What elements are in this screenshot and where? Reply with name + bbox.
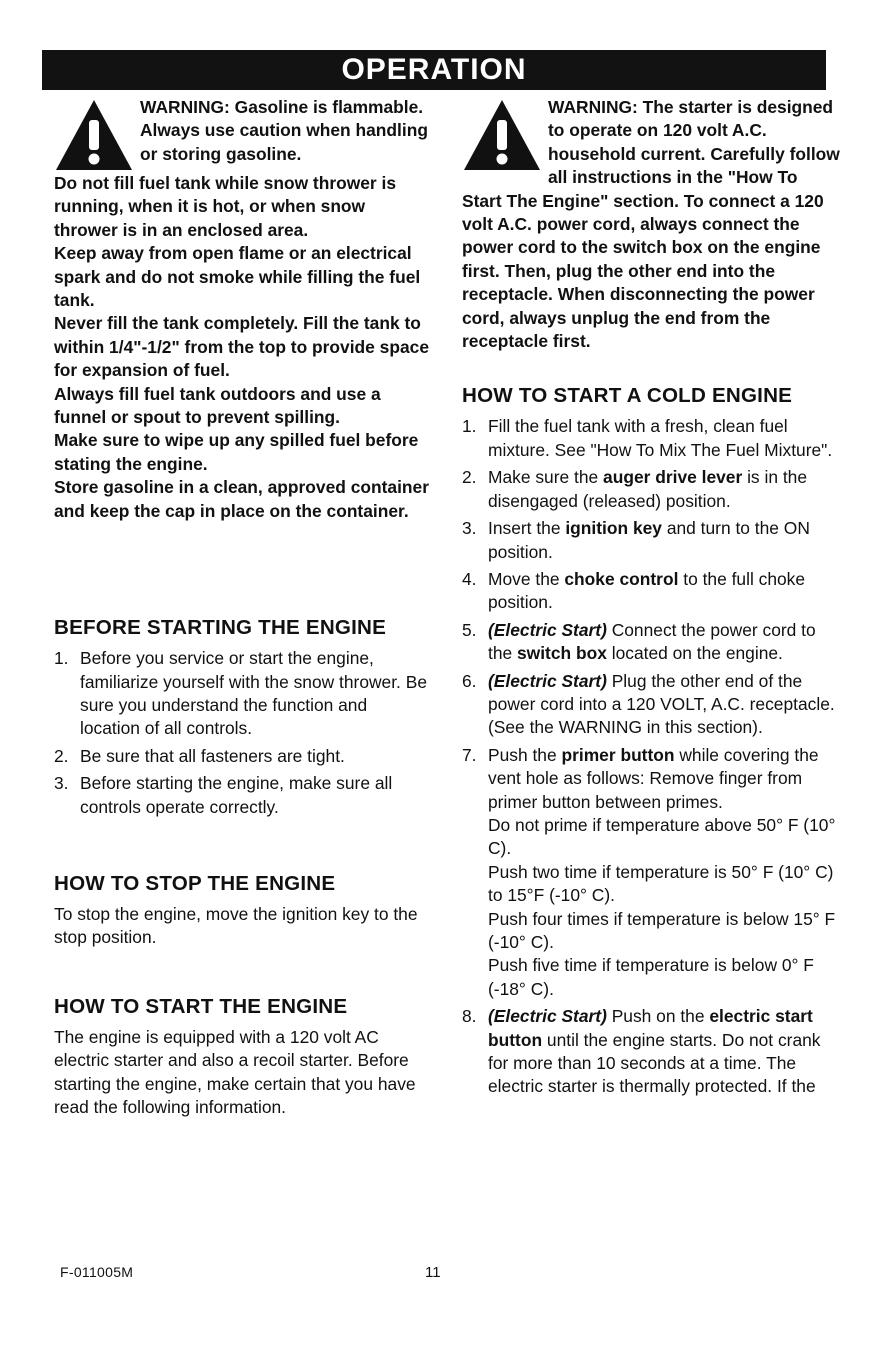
cold-engine-title: HOW TO START A COLD ENGINE: [462, 384, 793, 408]
start-engine-text: The engine is equipped with a 120 volt AC electric starter and also a recoil starter. Before starting the engine, make certain that you have read the following information.: [54, 1026, 416, 1117]
text-run: Plug the other end of the power cord into a 120 VOLT, A.C. receptacle. (See the WARNING in this section).: [488, 670, 835, 738]
item-text: Be sure that all fasteners are tight.: [80, 745, 345, 766]
text-run: to the full choke position.: [488, 568, 806, 613]
item-text: [488, 466, 840, 513]
emphasis-text: primer button: [561, 744, 675, 765]
item-number: 2.: [462, 467, 477, 488]
emphasis-text: (Electric Start): [488, 670, 607, 691]
warning-paragraph: Never fill the tank completely. Fill the tank to within 1/4"-1/2" from the top to provide space for expansion of fuel.: [54, 313, 429, 381]
list-item: [462, 619, 840, 666]
item-text: [488, 1005, 840, 1099]
list-item: [462, 568, 840, 615]
item-text: [488, 415, 840, 462]
before-starting-list: [54, 647, 430, 819]
emphasis-text: choke control: [564, 568, 679, 589]
emphasis-text: electric start button: [488, 1006, 813, 1050]
item-number: 1.: [54, 648, 69, 669]
text-run: until the engine starts. Do not crank for more than 10 seconds at a time. The electric starter is thermally protected. If the: [488, 1029, 821, 1097]
list-item: [54, 745, 430, 768]
list-item: [462, 466, 840, 513]
item-number: 7.: [462, 744, 477, 765]
primer-instruction: Push four times if temperature is below 15° F (-10° C).: [488, 908, 836, 952]
list-item: [462, 517, 840, 564]
emphasis-text: (Electric Start): [488, 619, 607, 640]
text-run: Fill the fuel tank with a fresh, clean fuel mixture. See "How To Mix The Fuel Mixture".: [488, 416, 833, 460]
stop-engine-text: To stop the engine, move the ignition key to the stop position.: [54, 903, 418, 948]
item-number: 5.: [462, 619, 477, 640]
warning-paragraph: Always fill fuel tank outdoors and use a funnel or spout to prevent spilling.: [54, 383, 381, 428]
emphasis-text: ignition key: [565, 518, 662, 539]
list-item: [54, 772, 430, 819]
list-item: [54, 647, 430, 741]
text-run: Insert the: [488, 518, 566, 539]
left-column: [54, 96, 430, 1119]
start-engine-title: HOW TO START THE ENGINE: [54, 994, 348, 1018]
list-item: [462, 744, 840, 1001]
warning-heading: WARNING: The starter is designed to operate on 120 volt A.C. household current. Carefully follow all instructions in the "How To Start The Engine" section. To connect a 120 volt A.C. power cord, always connect the power cord to the switch box on the engine first. Then, plug the other end into the receptacle. When disconnecting the power cord, always unplug the end from the receptacle first.: [462, 97, 840, 352]
gasoline-warning: [54, 96, 430, 523]
before-starting-title: BEFORE STARTING THE ENGINE: [54, 616, 387, 640]
warning-paragraph: Make sure to wipe up any spilled fuel before stating the engine.: [54, 430, 419, 474]
primer-instruction: Do not prime if temperature above 50° F (10° C).: [488, 814, 836, 859]
item-text: [488, 568, 840, 615]
list-item: [462, 415, 840, 462]
text-run: and turn to the ON position.: [488, 518, 810, 562]
text-run: Make sure the: [488, 467, 604, 488]
text-run: Push the: [488, 744, 562, 765]
item-text: [488, 619, 840, 666]
item-number: 6.: [462, 670, 477, 691]
item-text: Before you service or start the engine, familiarize yourself with the snow thrower. Be sure you understand the function and location of all controls.: [80, 648, 427, 739]
text-run: while covering the vent hole as follows: Remove finger from primer button between primes.: [488, 744, 819, 812]
item-text: [488, 517, 840, 564]
item-number: 3.: [462, 518, 477, 539]
text-run: Push on the: [606, 1006, 710, 1027]
warning-paragraph: Do not fill fuel tank while snow thrower is running, when it is hot, or when snow thrower is in an enclosed area.: [54, 173, 397, 240]
text-run: located on the engine.: [606, 643, 783, 664]
warning-triangle-icon: [462, 98, 542, 172]
primer-instruction: Push two time if temperature is 50° F (10° C) to 15°F (-10° C).: [488, 861, 834, 906]
text-run: is in the disengaged (released) position.: [488, 467, 807, 511]
page-number: 11: [425, 1264, 441, 1281]
warning-triangle-icon: [54, 98, 134, 172]
primer-instruction: Push five time if temperature is below 0° F (-18° C).: [488, 955, 814, 999]
item-number: 3.: [54, 773, 69, 794]
item-number: 1.: [462, 416, 477, 437]
list-item: [462, 670, 840, 740]
warning-heading: WARNING: Gasoline is flammable. Always use caution when handling or storing gasoline.: [140, 97, 428, 164]
item-text: [488, 744, 840, 1001]
warning-paragraph: Store gasoline in a clean, approved container and keep the cap in place on the container.: [54, 477, 429, 521]
emphasis-text: (Electric Start): [488, 1006, 607, 1027]
list-item: [462, 1005, 840, 1099]
warning-paragraph: Keep away from open flame or an electrical spark and do not smoke while filling the fuel tank.: [54, 243, 421, 311]
item-text: Before starting the engine, make sure all controls operate correctly.: [80, 773, 393, 817]
item-number: 4.: [462, 568, 477, 589]
right-column: [462, 96, 840, 1103]
item-text: [488, 670, 840, 740]
starter-warning: [462, 96, 840, 353]
text-run: Move the: [488, 568, 565, 589]
item-number: 8.: [462, 1006, 477, 1027]
emphasis-text: switch box: [517, 643, 607, 664]
document-code: F-011005M: [60, 1264, 134, 1280]
cold-engine-list: [462, 415, 840, 1098]
text-run: Connect the power cord to the: [488, 619, 816, 664]
section-banner: OPERATION: [42, 50, 826, 90]
item-number: 2.: [54, 745, 69, 766]
stop-engine-title: HOW TO STOP THE ENGINE: [54, 871, 336, 895]
emphasis-text: auger drive lever: [603, 467, 743, 488]
